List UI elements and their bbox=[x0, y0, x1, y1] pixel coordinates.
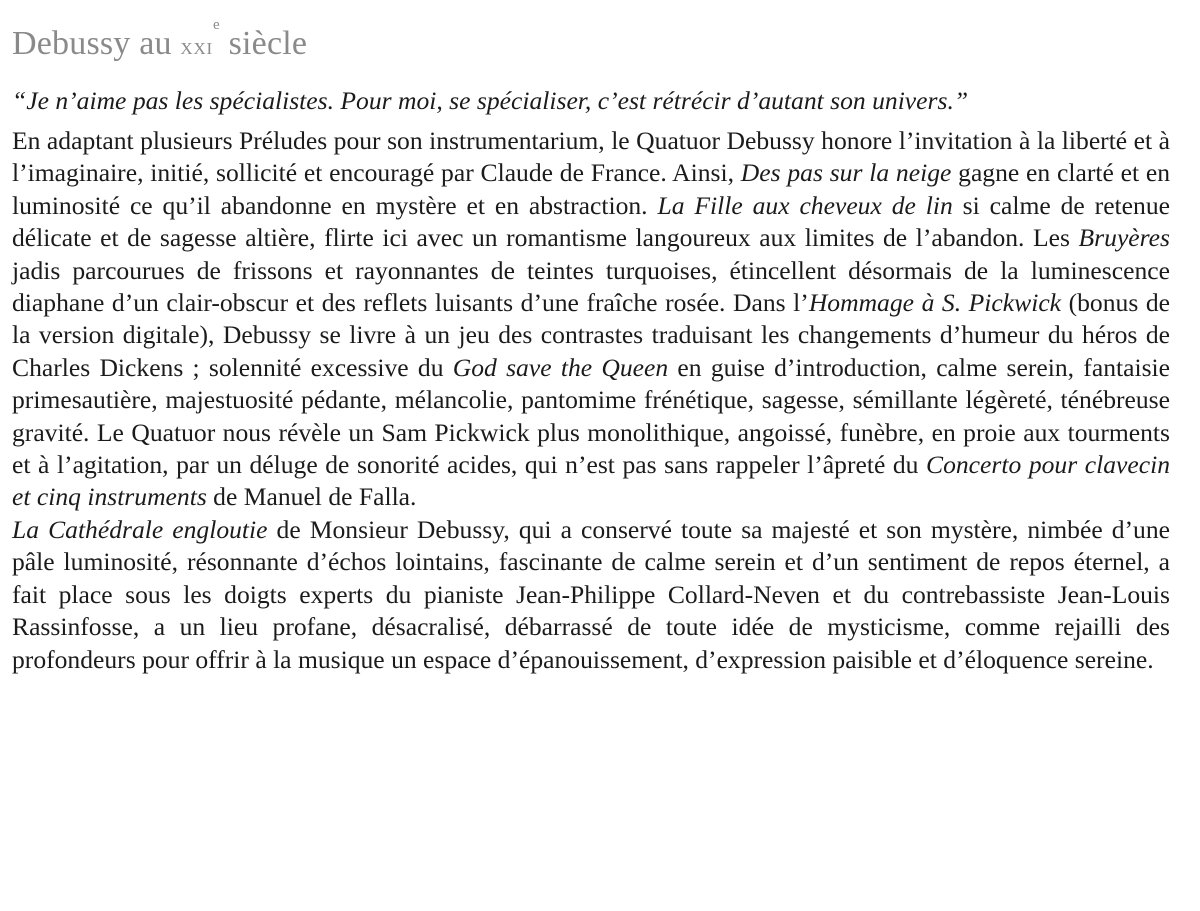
text-run: si calme de retenue délicate et de sagesse altière, flirte ici avec un romantisme langoureux aux limites de l’abandon. Les bbox=[12, 190, 1170, 253]
text-run: de Monsieur Debussy, qui a conservé toute sa majesté et son mystère, nimbée d’une pâle luminosité, résonnante d’échos lointains, fascinante de calme serein et d’un sentiment de repos éternel, a fait place sous les doigts experts du pianiste Jean-Philippe Collard-Neven et du contrebassiste Jean-Louis Rassinfosse, a un lieu profane, désacralisé, débarrassé de toute idée de mysticisme, comme rejailli des profondeurs pour offrir à la musique un espace d’épanouissement, d’expression paisible et d’éloquence sereine. bbox=[12, 514, 1170, 674]
text-run: jadis parcourues de frissons et rayonnantes de teintes turquoises, étincellent désormais de la luminescence diaphane d’un clair-obscur et des reflets luisants d’une fraîche rosée. Dans l’ bbox=[12, 255, 1170, 318]
work-title-god-save-the-queen: God save the Queen bbox=[452, 352, 669, 382]
work-title-la-cathedrale-engloutie: La Cathédrale engloutie bbox=[12, 514, 268, 544]
text-run: En adaptant plusieurs Préludes pour son instrumentarium, le Quatuor Debussy honore l’invitation à la liberté et à l’imaginaire, initié, sollicité et encouragé par Claude de France. Ainsi, bbox=[12, 126, 1170, 188]
body-paragraph-2 bbox=[12, 514, 1170, 676]
epigraph-quote: “Je n’aime pas les spécialistes. Pour moi, se spécialiser, c’est rétrécir d’autant son univers.” bbox=[12, 86, 969, 115]
body-paragraph-1 bbox=[12, 125, 1170, 514]
work-title-la-fille-aux-cheveux-de-lin: La Fille aux cheveux de lin bbox=[657, 190, 953, 220]
text-run: gagne en clarté et en luminosité ce qu’il abandonne en mystère et en abstraction. bbox=[12, 158, 1171, 220]
heading-century: xxi bbox=[180, 34, 214, 60]
heading-century-suffix: e bbox=[213, 17, 220, 33]
work-title-concerto-pour-clavecin: Concerto pour clavecin et cinq instruments bbox=[12, 450, 1170, 512]
work-title-hommage-a-s-pickwick: Hommage à S. Pickwick bbox=[808, 288, 1062, 318]
heading-text-start: Debussy au bbox=[12, 25, 181, 62]
text-run: de Manuel de Falla. bbox=[206, 482, 417, 512]
work-title-des-pas-sur-la-neige: Des pas sur la neige bbox=[740, 158, 952, 188]
text-run: (bonus de la version digitale), Debussy se livre à un jeu des contrastes traduisant les changements d’humeur du héros de Charles Dickens ; solennité excessive du bbox=[12, 288, 1170, 382]
work-title-bruyeres: Bruyères bbox=[1078, 223, 1170, 253]
section-heading bbox=[12, 17, 1170, 69]
heading-text-end: siècle bbox=[219, 25, 308, 62]
text-run: en guise d’introduction, calme serein, fantaisie primesautière, majestuosité pédante, mélancolie, pantomime frénétique, sagesse, sémillante légèreté, ténébreuse gravité. Le Quatuor nous révèle un Sam Pickwick plus monolithique, angoissé, funèbre, en proie aux tourments et à l’agitation, par un déluge de sonorité acides, qui n’est pas sans rappeler l’âpreté du bbox=[12, 352, 1171, 480]
